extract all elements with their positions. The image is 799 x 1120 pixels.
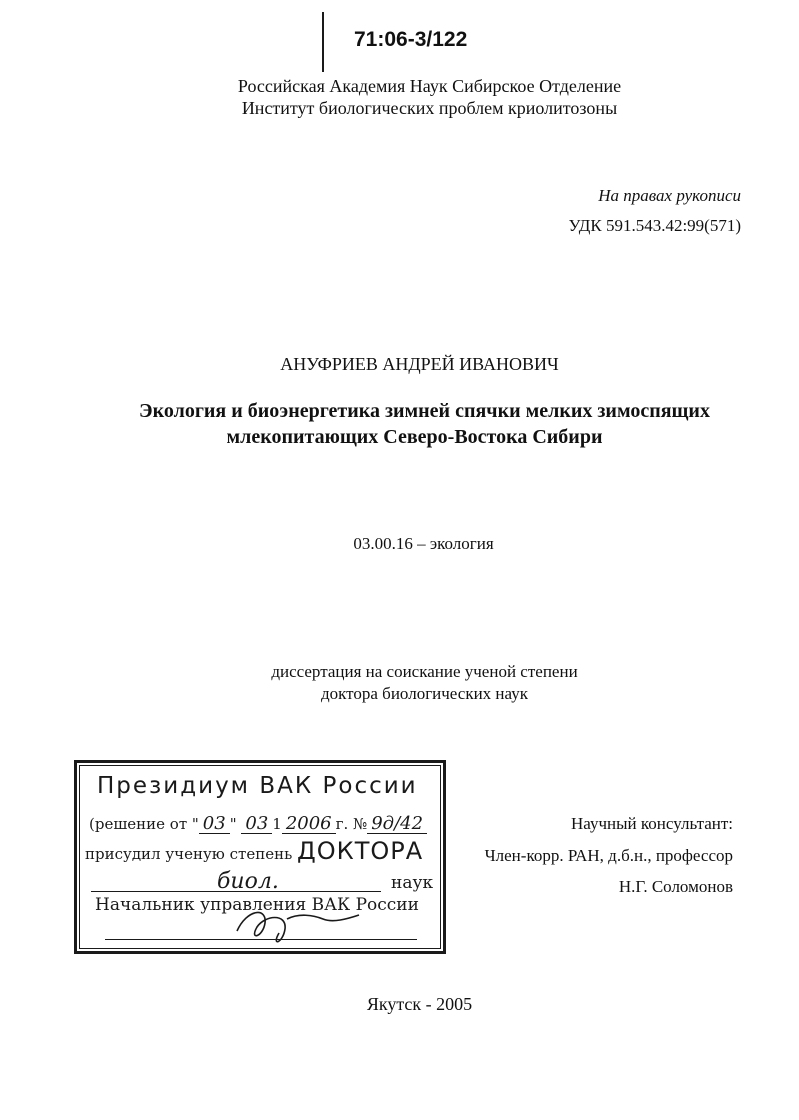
consultant-rank: Член-корр. РАН, д.б.н., профессор: [484, 846, 733, 865]
stamp-field: биол.: [217, 869, 279, 894]
city-year: Якутск - 2005: [366, 994, 473, 1014]
vak-stamp: [74, 760, 446, 954]
institute-name: Институт биологических проблем криолитозоны: [241, 98, 618, 118]
stamp-title: Президиум ВАК России: [97, 773, 418, 799]
stamp-number-prefix: г. №: [335, 815, 368, 833]
dissertation-type-line1: диссертация на соискание ученой степени: [271, 662, 578, 681]
stamp-degree: ДОКТОРА: [297, 837, 424, 865]
consultant-label: Научный консультант:: [571, 814, 733, 833]
stamp-signature-line: [105, 939, 417, 940]
margin-rule: [322, 12, 324, 72]
stamp-awarded-line: [85, 837, 423, 865]
stamp-quote: ": [229, 815, 242, 833]
thesis-title-line1: Экология и биоэнергетика зимней спячки мелких зимоспящих: [139, 400, 710, 422]
organization-name: Российская Академия Наук Сибирское Отделение: [237, 76, 622, 96]
udc-code: УДК 591.543.42:99(571): [568, 216, 741, 235]
stamp-month: 03: [241, 815, 272, 834]
stamp-awarded-prefix: присудил ученую степень: [85, 845, 298, 863]
dissertation-type-line2: доктора биологических наук: [321, 684, 528, 703]
author-name: АНУФРИЕВ АНДРЕЙ ИВАНОВИЧ: [280, 354, 559, 374]
stamp-year: 2006: [282, 815, 336, 834]
thesis-title-line2: млекопитающих Северо-Востока Сибири: [226, 426, 603, 448]
signature-scribble: [227, 889, 377, 949]
stamp-year-mid: 1: [272, 815, 282, 833]
stamp-decision-prefix: (решение от ": [89, 815, 199, 833]
stamp-number: 9д/42: [367, 815, 427, 834]
stamp-signature: [227, 889, 377, 953]
stamp-head-title: Начальник управления ВАК России: [95, 895, 419, 915]
consultant-name: Н.Г. Соломонов: [618, 877, 733, 896]
specialty-code: 03.00.16 – экология: [353, 534, 494, 553]
manuscript-note: На правах рукописи: [598, 186, 741, 205]
stamp-sciences: наук: [391, 873, 434, 893]
stamp-decision-line: [89, 815, 427, 834]
stamp-day: 03: [199, 815, 230, 834]
archive-code: 71:06-3/122: [354, 28, 468, 51]
